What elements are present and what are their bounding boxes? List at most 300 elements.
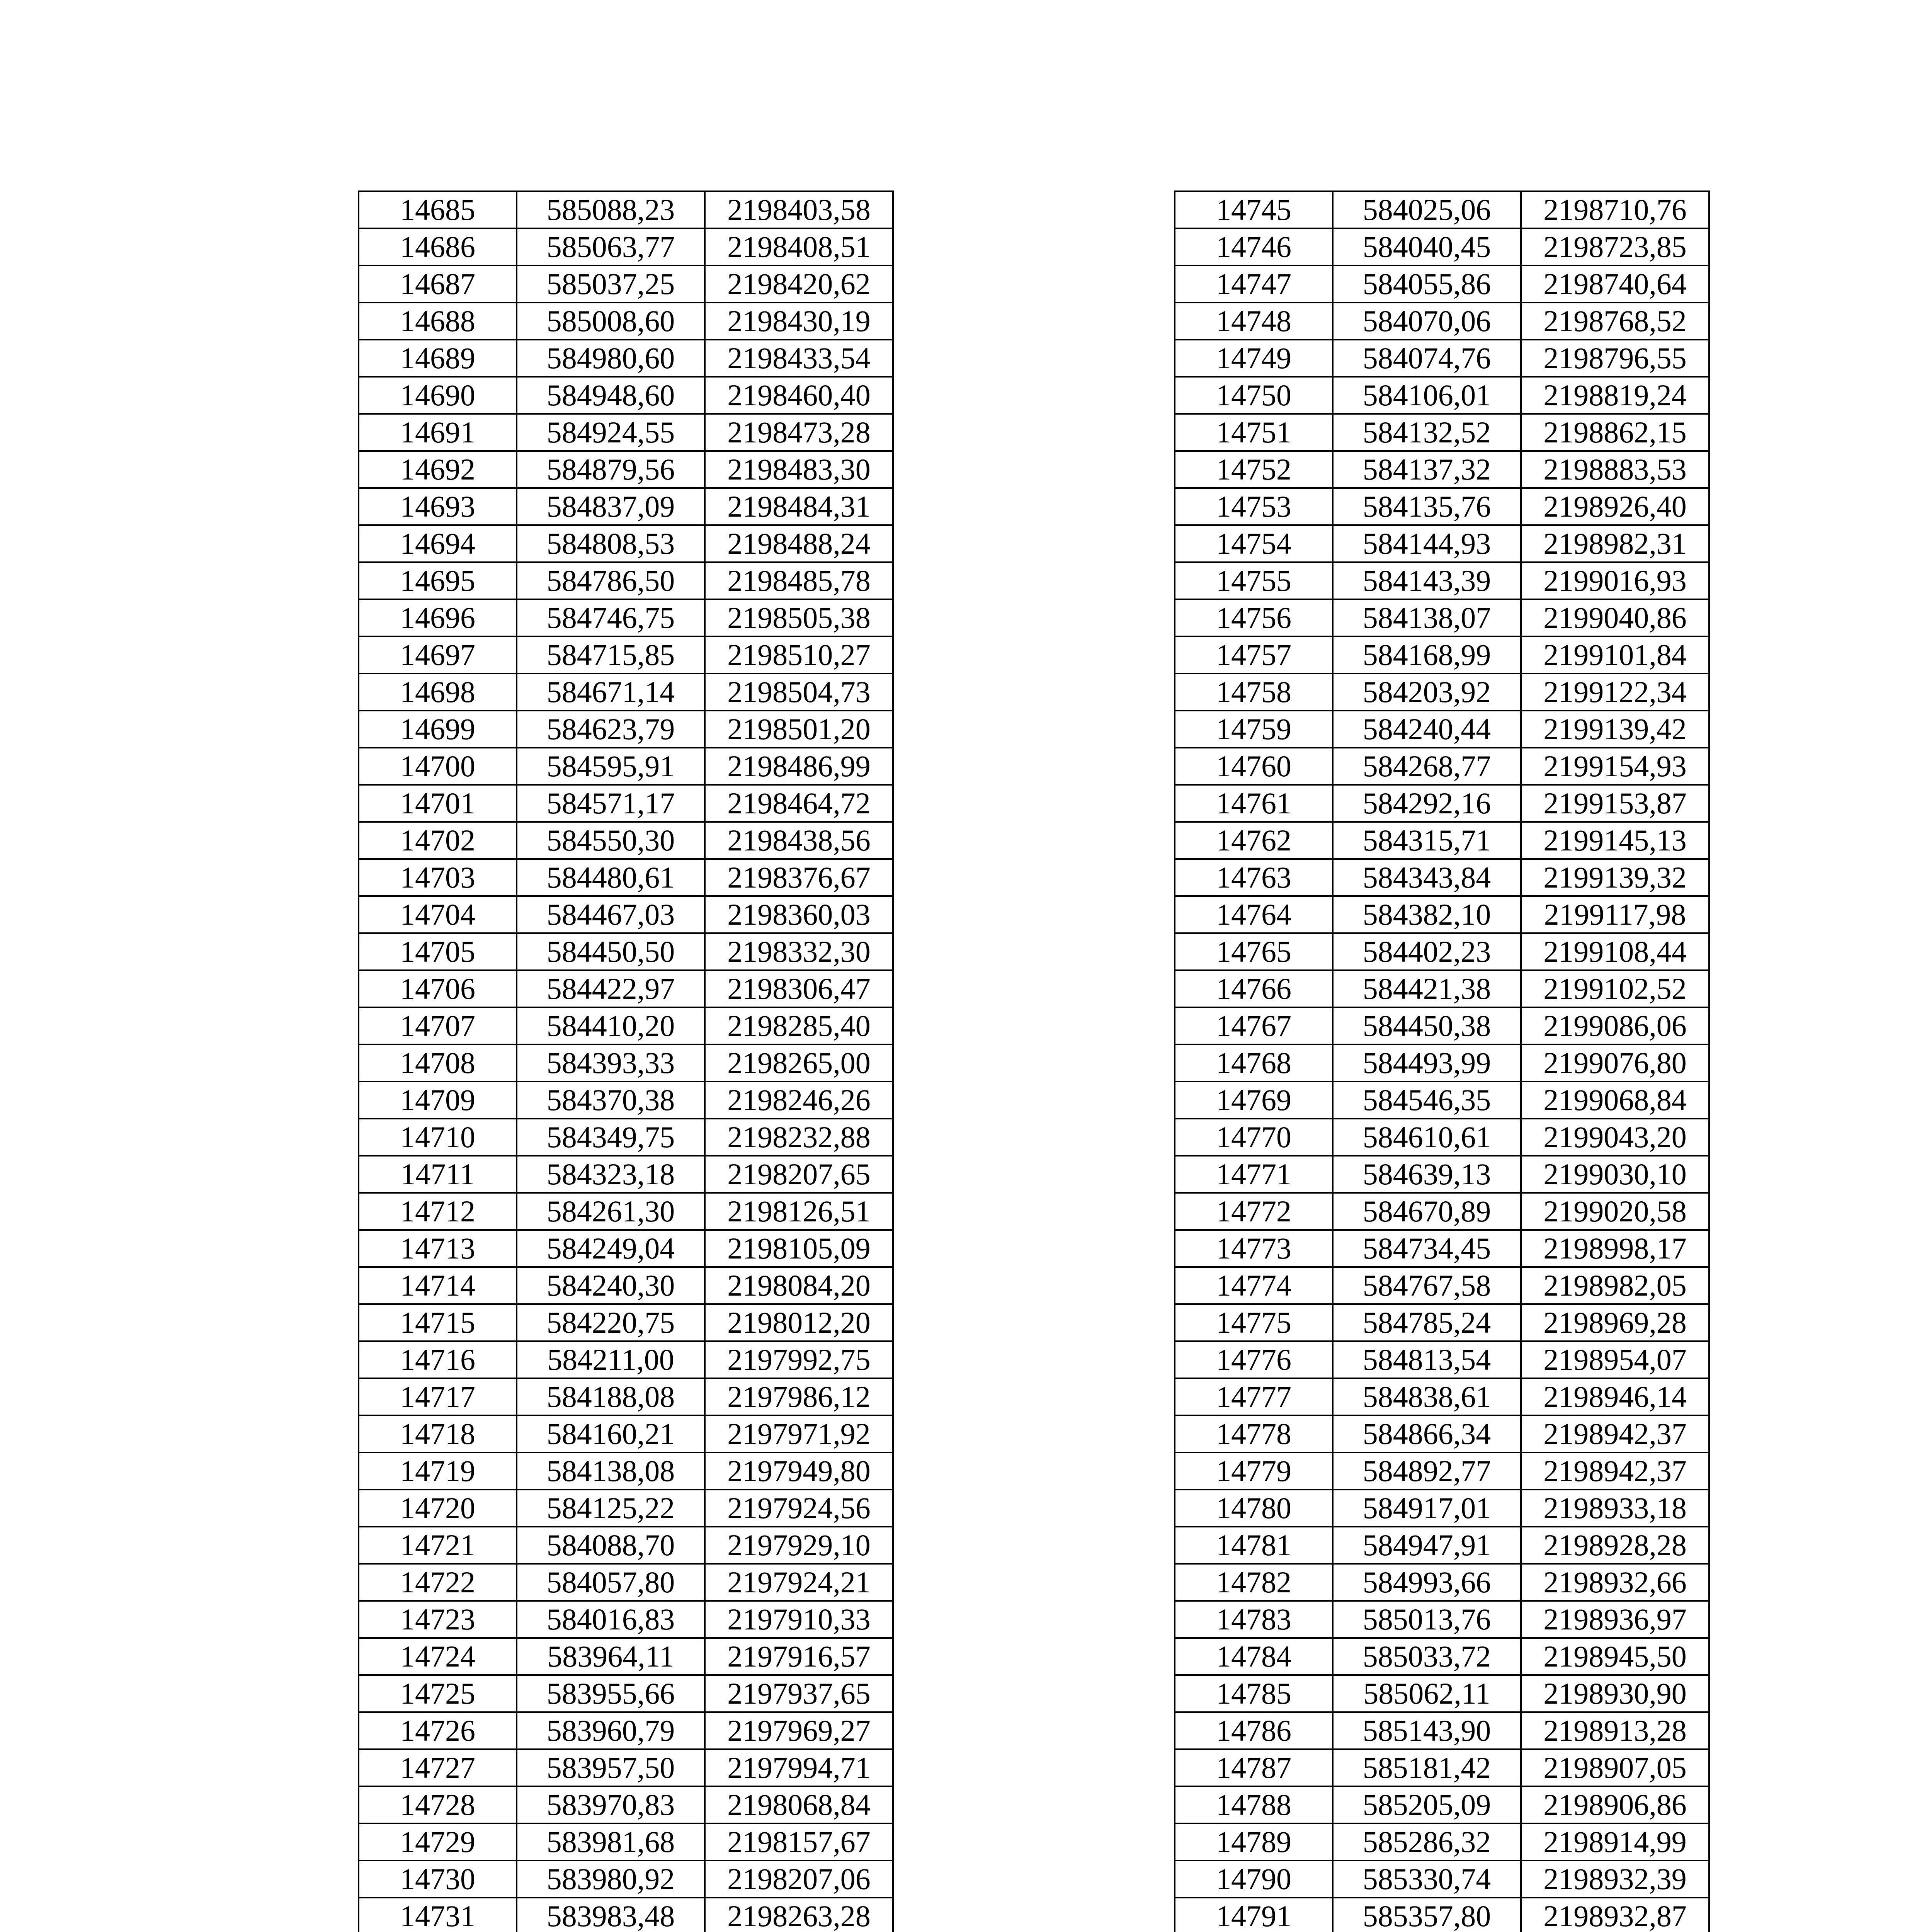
x-coordinate-cell: 584670,89	[1333, 1193, 1521, 1230]
y-coordinate-cell: 2199040,86	[1521, 599, 1709, 636]
table-row	[1175, 748, 1709, 785]
x-coordinate-cell: 584382,10	[1333, 896, 1521, 933]
point-number-cell: 14687	[359, 265, 517, 303]
table-row	[1175, 1490, 1709, 1527]
table-row	[1175, 1712, 1709, 1749]
y-coordinate-cell: 2199043,20	[1521, 1119, 1709, 1156]
table-row	[359, 1341, 893, 1378]
table-row	[359, 340, 893, 377]
y-coordinate-cell: 2198710,76	[1521, 191, 1709, 228]
point-number-cell: 14788	[1175, 1786, 1333, 1823]
y-coordinate-cell: 2198157,67	[705, 1823, 893, 1861]
point-number-cell: 14778	[1175, 1415, 1333, 1452]
point-number-cell: 14752	[1175, 451, 1333, 488]
x-coordinate-cell: 584917,01	[1333, 1490, 1521, 1527]
x-coordinate-cell: 584025,06	[1333, 191, 1521, 228]
y-coordinate-cell: 2197929,10	[705, 1527, 893, 1564]
table-row	[1175, 1415, 1709, 1452]
x-coordinate-cell: 584211,00	[517, 1341, 705, 1378]
y-coordinate-cell: 2199102,52	[1521, 970, 1709, 1007]
table-row	[1175, 970, 1709, 1007]
x-coordinate-cell: 584610,61	[1333, 1119, 1521, 1156]
table-row	[1175, 414, 1709, 451]
x-coordinate-cell: 585286,32	[1333, 1823, 1521, 1861]
point-number-cell: 14754	[1175, 525, 1333, 562]
point-number-cell: 14715	[359, 1304, 517, 1341]
x-coordinate-cell: 585330,74	[1333, 1861, 1521, 1898]
x-coordinate-cell: 584143,39	[1333, 562, 1521, 599]
point-number-cell: 14686	[359, 228, 517, 265]
table-row	[359, 1378, 893, 1415]
y-coordinate-cell: 2198285,40	[705, 1007, 893, 1044]
y-coordinate-cell: 2198942,37	[1521, 1452, 1709, 1490]
y-coordinate-cell: 2199108,44	[1521, 933, 1709, 970]
table-row	[1175, 1341, 1709, 1378]
table-row	[1175, 488, 1709, 525]
point-number-cell: 14772	[1175, 1193, 1333, 1230]
y-coordinate-cell: 2199020,58	[1521, 1193, 1709, 1230]
point-number-cell: 14708	[359, 1044, 517, 1082]
y-coordinate-cell: 2198232,88	[705, 1119, 893, 1156]
y-coordinate-cell: 2198246,26	[705, 1082, 893, 1119]
table-row	[359, 859, 893, 896]
x-coordinate-cell: 583981,68	[517, 1823, 705, 1861]
y-coordinate-cell: 2199101,84	[1521, 636, 1709, 673]
table-row	[1175, 1638, 1709, 1675]
y-coordinate-cell: 2198207,65	[705, 1156, 893, 1193]
x-coordinate-cell: 584422,97	[517, 970, 705, 1007]
point-number-cell: 14694	[359, 525, 517, 562]
y-coordinate-cell: 2198484,31	[705, 488, 893, 525]
table-row	[359, 1490, 893, 1527]
y-coordinate-cell: 2197949,80	[705, 1452, 893, 1490]
table-row	[1175, 1304, 1709, 1341]
x-coordinate-cell: 585033,72	[1333, 1638, 1521, 1675]
x-coordinate-cell: 584808,53	[517, 525, 705, 562]
table-row	[1175, 1119, 1709, 1156]
y-coordinate-cell: 2198936,97	[1521, 1601, 1709, 1638]
table-row	[1175, 785, 1709, 822]
table-row	[1175, 1267, 1709, 1304]
y-coordinate-cell: 2199122,34	[1521, 673, 1709, 711]
table-row	[1175, 1898, 1709, 1932]
x-coordinate-cell: 584137,32	[1333, 451, 1521, 488]
y-coordinate-cell: 2197986,12	[705, 1378, 893, 1415]
point-number-cell: 14693	[359, 488, 517, 525]
table-row	[359, 1119, 893, 1156]
y-coordinate-cell: 2198483,30	[705, 451, 893, 488]
y-coordinate-cell: 2197937,65	[705, 1675, 893, 1712]
table-row	[359, 377, 893, 414]
x-coordinate-cell: 584450,38	[1333, 1007, 1521, 1044]
point-number-cell: 14789	[1175, 1823, 1333, 1861]
table-row	[1175, 340, 1709, 377]
y-coordinate-cell: 2198430,19	[705, 303, 893, 340]
y-coordinate-cell: 2198906,86	[1521, 1786, 1709, 1823]
table-row	[1175, 228, 1709, 265]
x-coordinate-cell: 584837,09	[517, 488, 705, 525]
point-number-cell: 14767	[1175, 1007, 1333, 1044]
x-coordinate-cell: 584993,66	[1333, 1564, 1521, 1601]
y-coordinate-cell: 2197924,21	[705, 1564, 893, 1601]
y-coordinate-cell: 2198510,27	[705, 636, 893, 673]
coordinates-table-left	[358, 190, 894, 1932]
table-row	[1175, 1601, 1709, 1638]
point-number-cell: 14791	[1175, 1898, 1333, 1932]
point-number-cell: 14691	[359, 414, 517, 451]
y-coordinate-cell: 2199086,06	[1521, 1007, 1709, 1044]
table-row	[1175, 1823, 1709, 1861]
table-row	[359, 933, 893, 970]
coordinates-table-right-body	[1175, 191, 1709, 1932]
y-coordinate-cell: 2198068,84	[705, 1786, 893, 1823]
x-coordinate-cell: 583960,79	[517, 1712, 705, 1749]
point-number-cell: 14784	[1175, 1638, 1333, 1675]
point-number-cell: 14755	[1175, 562, 1333, 599]
y-coordinate-cell: 2197924,56	[705, 1490, 893, 1527]
table-row	[1175, 933, 1709, 970]
point-number-cell: 14764	[1175, 896, 1333, 933]
x-coordinate-cell: 584785,24	[1333, 1304, 1521, 1341]
table-row	[359, 1564, 893, 1601]
x-coordinate-cell: 584240,30	[517, 1267, 705, 1304]
y-coordinate-cell: 2199016,93	[1521, 562, 1709, 599]
x-coordinate-cell: 584879,56	[517, 451, 705, 488]
x-coordinate-cell: 584055,86	[1333, 265, 1521, 303]
point-number-cell: 14757	[1175, 636, 1333, 673]
x-coordinate-cell: 584866,34	[1333, 1415, 1521, 1452]
table-row	[359, 414, 893, 451]
y-coordinate-cell: 2198768,52	[1521, 303, 1709, 340]
y-coordinate-cell: 2198207,06	[705, 1861, 893, 1898]
x-coordinate-cell: 584070,06	[1333, 303, 1521, 340]
y-coordinate-cell: 2198126,51	[705, 1193, 893, 1230]
table-row	[1175, 1156, 1709, 1193]
point-number-cell: 14703	[359, 859, 517, 896]
x-coordinate-cell: 583980,92	[517, 1861, 705, 1898]
y-coordinate-cell: 2197916,57	[705, 1638, 893, 1675]
table-row	[359, 1156, 893, 1193]
table-row	[1175, 1082, 1709, 1119]
y-coordinate-cell: 2198914,99	[1521, 1823, 1709, 1861]
point-number-cell: 14689	[359, 340, 517, 377]
point-number-cell: 14716	[359, 1341, 517, 1378]
y-coordinate-cell: 2198306,47	[705, 970, 893, 1007]
x-coordinate-cell: 584138,08	[517, 1452, 705, 1490]
table-row	[359, 303, 893, 340]
table-row	[1175, 1230, 1709, 1267]
y-coordinate-cell: 2198360,03	[705, 896, 893, 933]
point-number-cell: 14771	[1175, 1156, 1333, 1193]
point-number-cell: 14706	[359, 970, 517, 1007]
x-coordinate-cell: 584343,84	[1333, 859, 1521, 896]
point-number-cell: 14698	[359, 673, 517, 711]
point-number-cell: 14728	[359, 1786, 517, 1823]
y-coordinate-cell: 2198433,54	[705, 340, 893, 377]
y-coordinate-cell: 2198862,15	[1521, 414, 1709, 451]
table-row	[1175, 673, 1709, 711]
x-coordinate-cell: 584480,61	[517, 859, 705, 896]
table-row	[1175, 562, 1709, 599]
y-coordinate-cell: 2198883,53	[1521, 451, 1709, 488]
table-row	[359, 1823, 893, 1861]
point-number-cell: 14690	[359, 377, 517, 414]
point-number-cell: 14750	[1175, 377, 1333, 414]
x-coordinate-cell: 584786,50	[517, 562, 705, 599]
y-coordinate-cell: 2199139,32	[1521, 859, 1709, 896]
table-row	[359, 1898, 893, 1932]
table-row	[359, 1712, 893, 1749]
x-coordinate-cell: 584402,23	[1333, 933, 1521, 970]
y-coordinate-cell: 2198969,28	[1521, 1304, 1709, 1341]
x-coordinate-cell: 584261,30	[517, 1193, 705, 1230]
table-row	[1175, 1378, 1709, 1415]
point-number-cell: 14758	[1175, 673, 1333, 711]
point-number-cell: 14782	[1175, 1564, 1333, 1601]
x-coordinate-cell: 584268,77	[1333, 748, 1521, 785]
table-row	[1175, 1749, 1709, 1786]
table-row	[359, 1082, 893, 1119]
x-coordinate-cell: 584135,76	[1333, 488, 1521, 525]
point-number-cell: 14763	[1175, 859, 1333, 896]
table-row	[1175, 1861, 1709, 1898]
x-coordinate-cell: 584746,75	[517, 599, 705, 636]
y-coordinate-cell: 2198408,51	[705, 228, 893, 265]
x-coordinate-cell: 584410,20	[517, 1007, 705, 1044]
y-coordinate-cell: 2198998,17	[1521, 1230, 1709, 1267]
table-row	[359, 1193, 893, 1230]
table-row	[359, 1861, 893, 1898]
table-row	[359, 599, 893, 636]
point-number-cell: 14731	[359, 1898, 517, 1932]
y-coordinate-cell: 2198933,18	[1521, 1490, 1709, 1527]
point-number-cell: 14749	[1175, 340, 1333, 377]
x-coordinate-cell: 585062,11	[1333, 1675, 1521, 1712]
x-coordinate-cell: 584892,77	[1333, 1452, 1521, 1490]
x-coordinate-cell: 584292,16	[1333, 785, 1521, 822]
point-number-cell: 14730	[359, 1861, 517, 1898]
point-number-cell: 14723	[359, 1601, 517, 1638]
point-number-cell: 14786	[1175, 1712, 1333, 1749]
table-row	[359, 451, 893, 488]
y-coordinate-cell: 2198012,20	[705, 1304, 893, 1341]
point-number-cell: 14774	[1175, 1267, 1333, 1304]
table-row	[1175, 1564, 1709, 1601]
point-number-cell: 14751	[1175, 414, 1333, 451]
y-coordinate-cell: 2198928,28	[1521, 1527, 1709, 1564]
y-coordinate-cell: 2198982,05	[1521, 1267, 1709, 1304]
x-coordinate-cell: 584980,60	[517, 340, 705, 377]
x-coordinate-cell: 584349,75	[517, 1119, 705, 1156]
point-number-cell: 14722	[359, 1564, 517, 1601]
table-row	[1175, 859, 1709, 896]
x-coordinate-cell: 584467,03	[517, 896, 705, 933]
point-number-cell: 14713	[359, 1230, 517, 1267]
table-row	[1175, 896, 1709, 933]
y-coordinate-cell: 2198945,50	[1521, 1638, 1709, 1675]
table-row	[359, 1044, 893, 1082]
x-coordinate-cell: 584168,99	[1333, 636, 1521, 673]
table-row	[359, 1675, 893, 1712]
table-row	[359, 636, 893, 673]
y-coordinate-cell: 2198504,73	[705, 673, 893, 711]
x-coordinate-cell: 584924,55	[517, 414, 705, 451]
table-row	[359, 1786, 893, 1823]
table-row	[1175, 1527, 1709, 1564]
point-number-cell: 14726	[359, 1712, 517, 1749]
x-coordinate-cell: 584074,76	[1333, 340, 1521, 377]
x-coordinate-cell: 584088,70	[517, 1527, 705, 1564]
y-coordinate-cell: 2198488,24	[705, 525, 893, 562]
point-number-cell: 14769	[1175, 1082, 1333, 1119]
x-coordinate-cell: 584767,58	[1333, 1267, 1521, 1304]
table-row	[1175, 599, 1709, 636]
table-row	[359, 562, 893, 599]
y-coordinate-cell: 2198486,99	[705, 748, 893, 785]
table-row	[1175, 303, 1709, 340]
x-coordinate-cell: 584203,92	[1333, 673, 1521, 711]
y-coordinate-cell: 2198942,37	[1521, 1415, 1709, 1452]
table-row	[359, 1415, 893, 1452]
table-row	[359, 1007, 893, 1044]
x-coordinate-cell: 583983,48	[517, 1898, 705, 1932]
table-row	[1175, 1193, 1709, 1230]
y-coordinate-cell: 2198954,07	[1521, 1341, 1709, 1378]
point-number-cell: 14725	[359, 1675, 517, 1712]
point-number-cell: 14700	[359, 748, 517, 785]
point-number-cell: 14780	[1175, 1490, 1333, 1527]
x-coordinate-cell: 584715,85	[517, 636, 705, 673]
point-number-cell: 14727	[359, 1749, 517, 1786]
x-coordinate-cell: 584040,45	[1333, 228, 1521, 265]
x-coordinate-cell: 584106,01	[1333, 377, 1521, 414]
point-number-cell: 14714	[359, 1267, 517, 1304]
table-row	[359, 265, 893, 303]
x-coordinate-cell: 584623,79	[517, 711, 705, 748]
x-coordinate-cell: 584639,13	[1333, 1156, 1521, 1193]
y-coordinate-cell: 2198464,72	[705, 785, 893, 822]
x-coordinate-cell: 584550,30	[517, 822, 705, 859]
point-number-cell: 14790	[1175, 1861, 1333, 1898]
table-row	[359, 1749, 893, 1786]
table-row	[359, 822, 893, 859]
x-coordinate-cell: 584450,50	[517, 933, 705, 970]
x-coordinate-cell: 585088,23	[517, 191, 705, 228]
x-coordinate-cell: 584734,45	[1333, 1230, 1521, 1267]
y-coordinate-cell: 2197994,71	[705, 1749, 893, 1786]
x-coordinate-cell: 584493,99	[1333, 1044, 1521, 1082]
table-row	[359, 673, 893, 711]
x-coordinate-cell: 584016,83	[517, 1601, 705, 1638]
point-number-cell: 14702	[359, 822, 517, 859]
point-number-cell: 14705	[359, 933, 517, 970]
point-number-cell: 14745	[1175, 191, 1333, 228]
x-coordinate-cell: 584249,04	[517, 1230, 705, 1267]
table-row	[359, 711, 893, 748]
x-coordinate-cell: 584160,21	[517, 1415, 705, 1452]
y-coordinate-cell: 2197969,27	[705, 1712, 893, 1749]
table-row	[1175, 265, 1709, 303]
point-number-cell: 14712	[359, 1193, 517, 1230]
y-coordinate-cell: 2198723,85	[1521, 228, 1709, 265]
y-coordinate-cell: 2198403,58	[705, 191, 893, 228]
table-row	[359, 1452, 893, 1490]
x-coordinate-cell: 584220,75	[517, 1304, 705, 1341]
x-coordinate-cell: 585205,09	[1333, 1786, 1521, 1823]
y-coordinate-cell: 2198265,00	[705, 1044, 893, 1082]
y-coordinate-cell: 2198819,24	[1521, 377, 1709, 414]
point-number-cell: 14748	[1175, 303, 1333, 340]
y-coordinate-cell: 2198740,64	[1521, 265, 1709, 303]
table-row	[1175, 636, 1709, 673]
point-number-cell: 14785	[1175, 1675, 1333, 1712]
point-number-cell: 14776	[1175, 1341, 1333, 1378]
y-coordinate-cell: 2199145,13	[1521, 822, 1709, 859]
point-number-cell: 14729	[359, 1823, 517, 1861]
point-number-cell: 14768	[1175, 1044, 1333, 1082]
table-row	[359, 1527, 893, 1564]
x-coordinate-cell: 584132,52	[1333, 414, 1521, 451]
x-coordinate-cell: 585037,25	[517, 265, 705, 303]
y-coordinate-cell: 2198946,14	[1521, 1378, 1709, 1415]
y-coordinate-cell: 2198332,30	[705, 933, 893, 970]
table-row	[359, 1601, 893, 1638]
x-coordinate-cell: 584671,14	[517, 673, 705, 711]
y-coordinate-cell: 2198460,40	[705, 377, 893, 414]
table-row	[1175, 822, 1709, 859]
point-number-cell: 14760	[1175, 748, 1333, 785]
point-number-cell: 14777	[1175, 1378, 1333, 1415]
y-coordinate-cell: 2198473,28	[705, 414, 893, 451]
x-coordinate-cell: 583964,11	[517, 1638, 705, 1675]
point-number-cell: 14710	[359, 1119, 517, 1156]
table-row	[1175, 1044, 1709, 1082]
x-coordinate-cell: 585181,42	[1333, 1749, 1521, 1786]
y-coordinate-cell: 2198926,40	[1521, 488, 1709, 525]
x-coordinate-cell: 584315,71	[1333, 822, 1521, 859]
table-row	[359, 488, 893, 525]
point-number-cell: 14692	[359, 451, 517, 488]
table-row	[1175, 1675, 1709, 1712]
point-number-cell: 14773	[1175, 1230, 1333, 1267]
table-row	[359, 1304, 893, 1341]
table-row	[359, 970, 893, 1007]
table-row	[359, 525, 893, 562]
point-number-cell: 14746	[1175, 228, 1333, 265]
point-number-cell: 14704	[359, 896, 517, 933]
coordinates-table-right	[1174, 190, 1710, 1932]
table-row	[1175, 1786, 1709, 1823]
point-number-cell: 14688	[359, 303, 517, 340]
y-coordinate-cell: 2198982,31	[1521, 525, 1709, 562]
y-coordinate-cell: 2198376,67	[705, 859, 893, 896]
point-number-cell: 14787	[1175, 1749, 1333, 1786]
y-coordinate-cell: 2198932,39	[1521, 1861, 1709, 1898]
point-number-cell: 14724	[359, 1638, 517, 1675]
y-coordinate-cell: 2198420,62	[705, 265, 893, 303]
point-number-cell: 14770	[1175, 1119, 1333, 1156]
point-number-cell: 14781	[1175, 1527, 1333, 1564]
y-coordinate-cell: 2198796,55	[1521, 340, 1709, 377]
x-coordinate-cell: 585013,76	[1333, 1601, 1521, 1638]
point-number-cell: 14696	[359, 599, 517, 636]
point-number-cell: 14697	[359, 636, 517, 673]
y-coordinate-cell: 2198907,05	[1521, 1749, 1709, 1786]
y-coordinate-cell: 2199068,84	[1521, 1082, 1709, 1119]
point-number-cell: 14762	[1175, 822, 1333, 859]
point-number-cell: 14699	[359, 711, 517, 748]
y-coordinate-cell: 2198263,28	[705, 1898, 893, 1932]
